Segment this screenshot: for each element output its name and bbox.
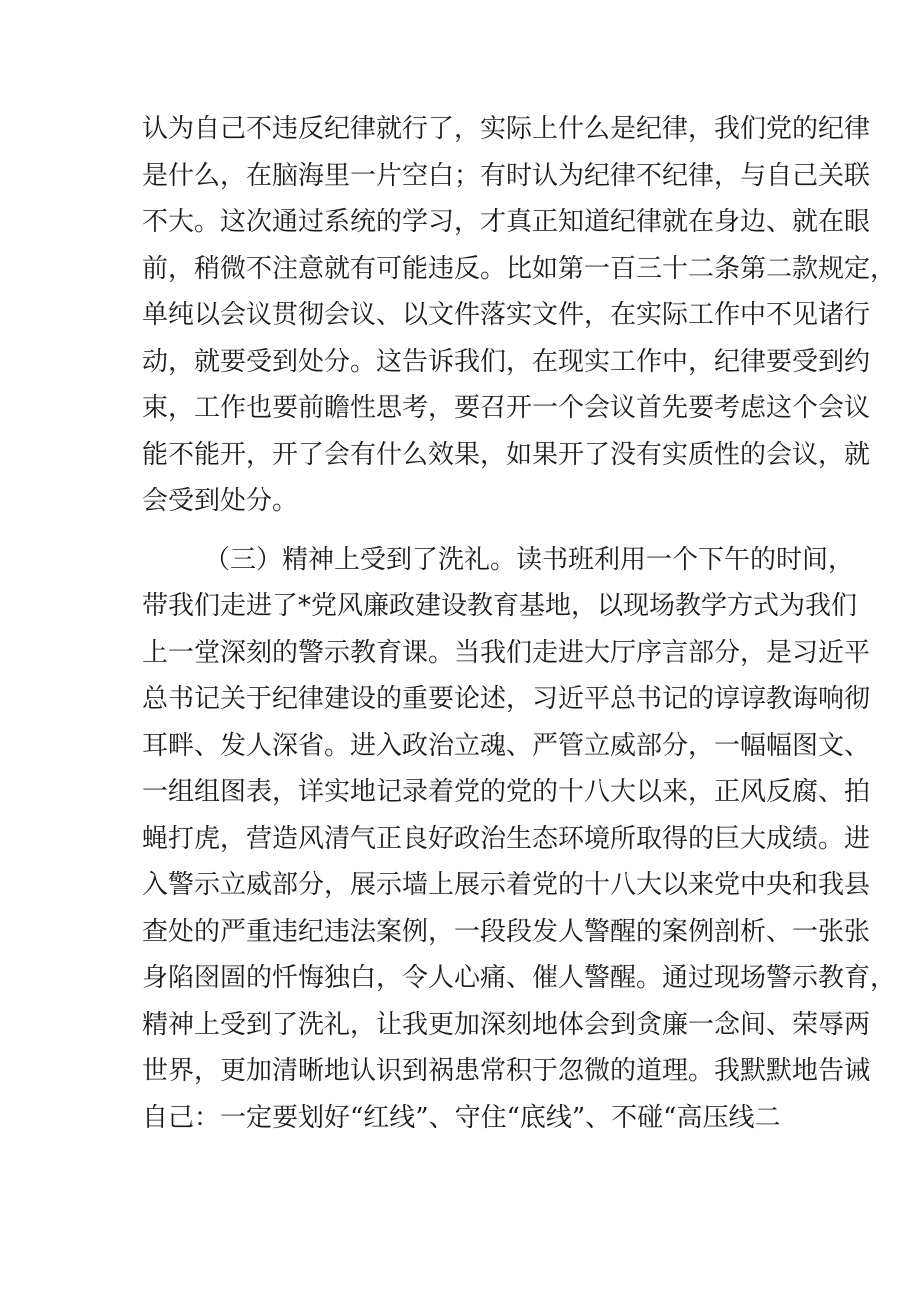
text-line: 一组组图表，详实地记录着党的党的十八大以来，正风反腐、拍	[142, 777, 871, 807]
text-line: 会受到处分。	[142, 486, 299, 516]
text-line: 前，稍微不注意就有可能违反。比如第一百三十二条第二款规定，	[142, 253, 897, 284]
text-line: 动，就要受到处分。这告诉我们，在现实工作中，纪律要受到约	[142, 346, 871, 377]
text-line: 自己：一定要划好“红线”、守住“底线”、不碰“高压线二	[142, 1102, 781, 1133]
text-line: 不大。这次通过系统的学习，才真正知道纪律就在身边、就在眼	[142, 207, 871, 237]
text-line: 能不能开，开了会有什么效果，如果开了没有实质性的会议，就	[142, 439, 871, 470]
text-line: 世界，更加清晰地认识到祸患常积于忽微的道理。我默默地告诫	[142, 1056, 871, 1086]
text-line-first: （三）精神上受到了洗礼。读书班利用一个下午的时间，	[204, 544, 855, 575]
text-line: 是什么，在脑海里一片空白；有时认为纪律不纪律，与自己关联	[142, 160, 871, 191]
text-line: 入警示立威部分，展示墙上展示着党的十八大以来党中央和我县	[142, 870, 871, 900]
text-line: 上一堂深刻的警示教育课。当我们走进大厅序言部分，是习近平	[142, 637, 871, 668]
text-line: 蝇打虎，营造风清气正良好政治生态环境所取得的巨大成绩。进	[142, 823, 871, 854]
text-line: 认为自己不违反纪律就行了，实际上什么是纪律，我们党的纪律	[142, 114, 871, 144]
text-line: 查处的严重违纪违法案例，一段段发人警醒的案例剖析、一张张	[142, 916, 871, 947]
text-line: 精神上受到了洗礼，让我更加深刻地体会到贪廉一念间、荣辱两	[142, 1009, 871, 1040]
paragraph-1	[142, 106, 897, 525]
paragraph-2	[142, 537, 897, 1142]
document-body	[142, 106, 897, 1141]
text-line: 束，工作也要前瞻性思考，要召开一个会议首先要考虑这个会议	[142, 393, 871, 423]
text-line: 带我们走进了*党风廉政建设教育基地，以现场教学方式为我们	[142, 591, 858, 621]
text-line: 单纯以会议贯彻会议、以文件落实文件，在实际工作中不见诸行	[142, 300, 871, 330]
text-line: 总书记关于纪律建设的重要论述，习近平总书记的谆谆教诲响彻	[142, 684, 871, 714]
text-line: 耳畔、发人深省。进入政治立魂、严管立威部分，一幅幅图文、	[142, 730, 871, 761]
text-line: 身陷囹圄的忏悔独白，令人心痛、催人警醒。通过现场警示教育，	[142, 963, 897, 993]
paragraph-gap	[142, 525, 792, 537]
